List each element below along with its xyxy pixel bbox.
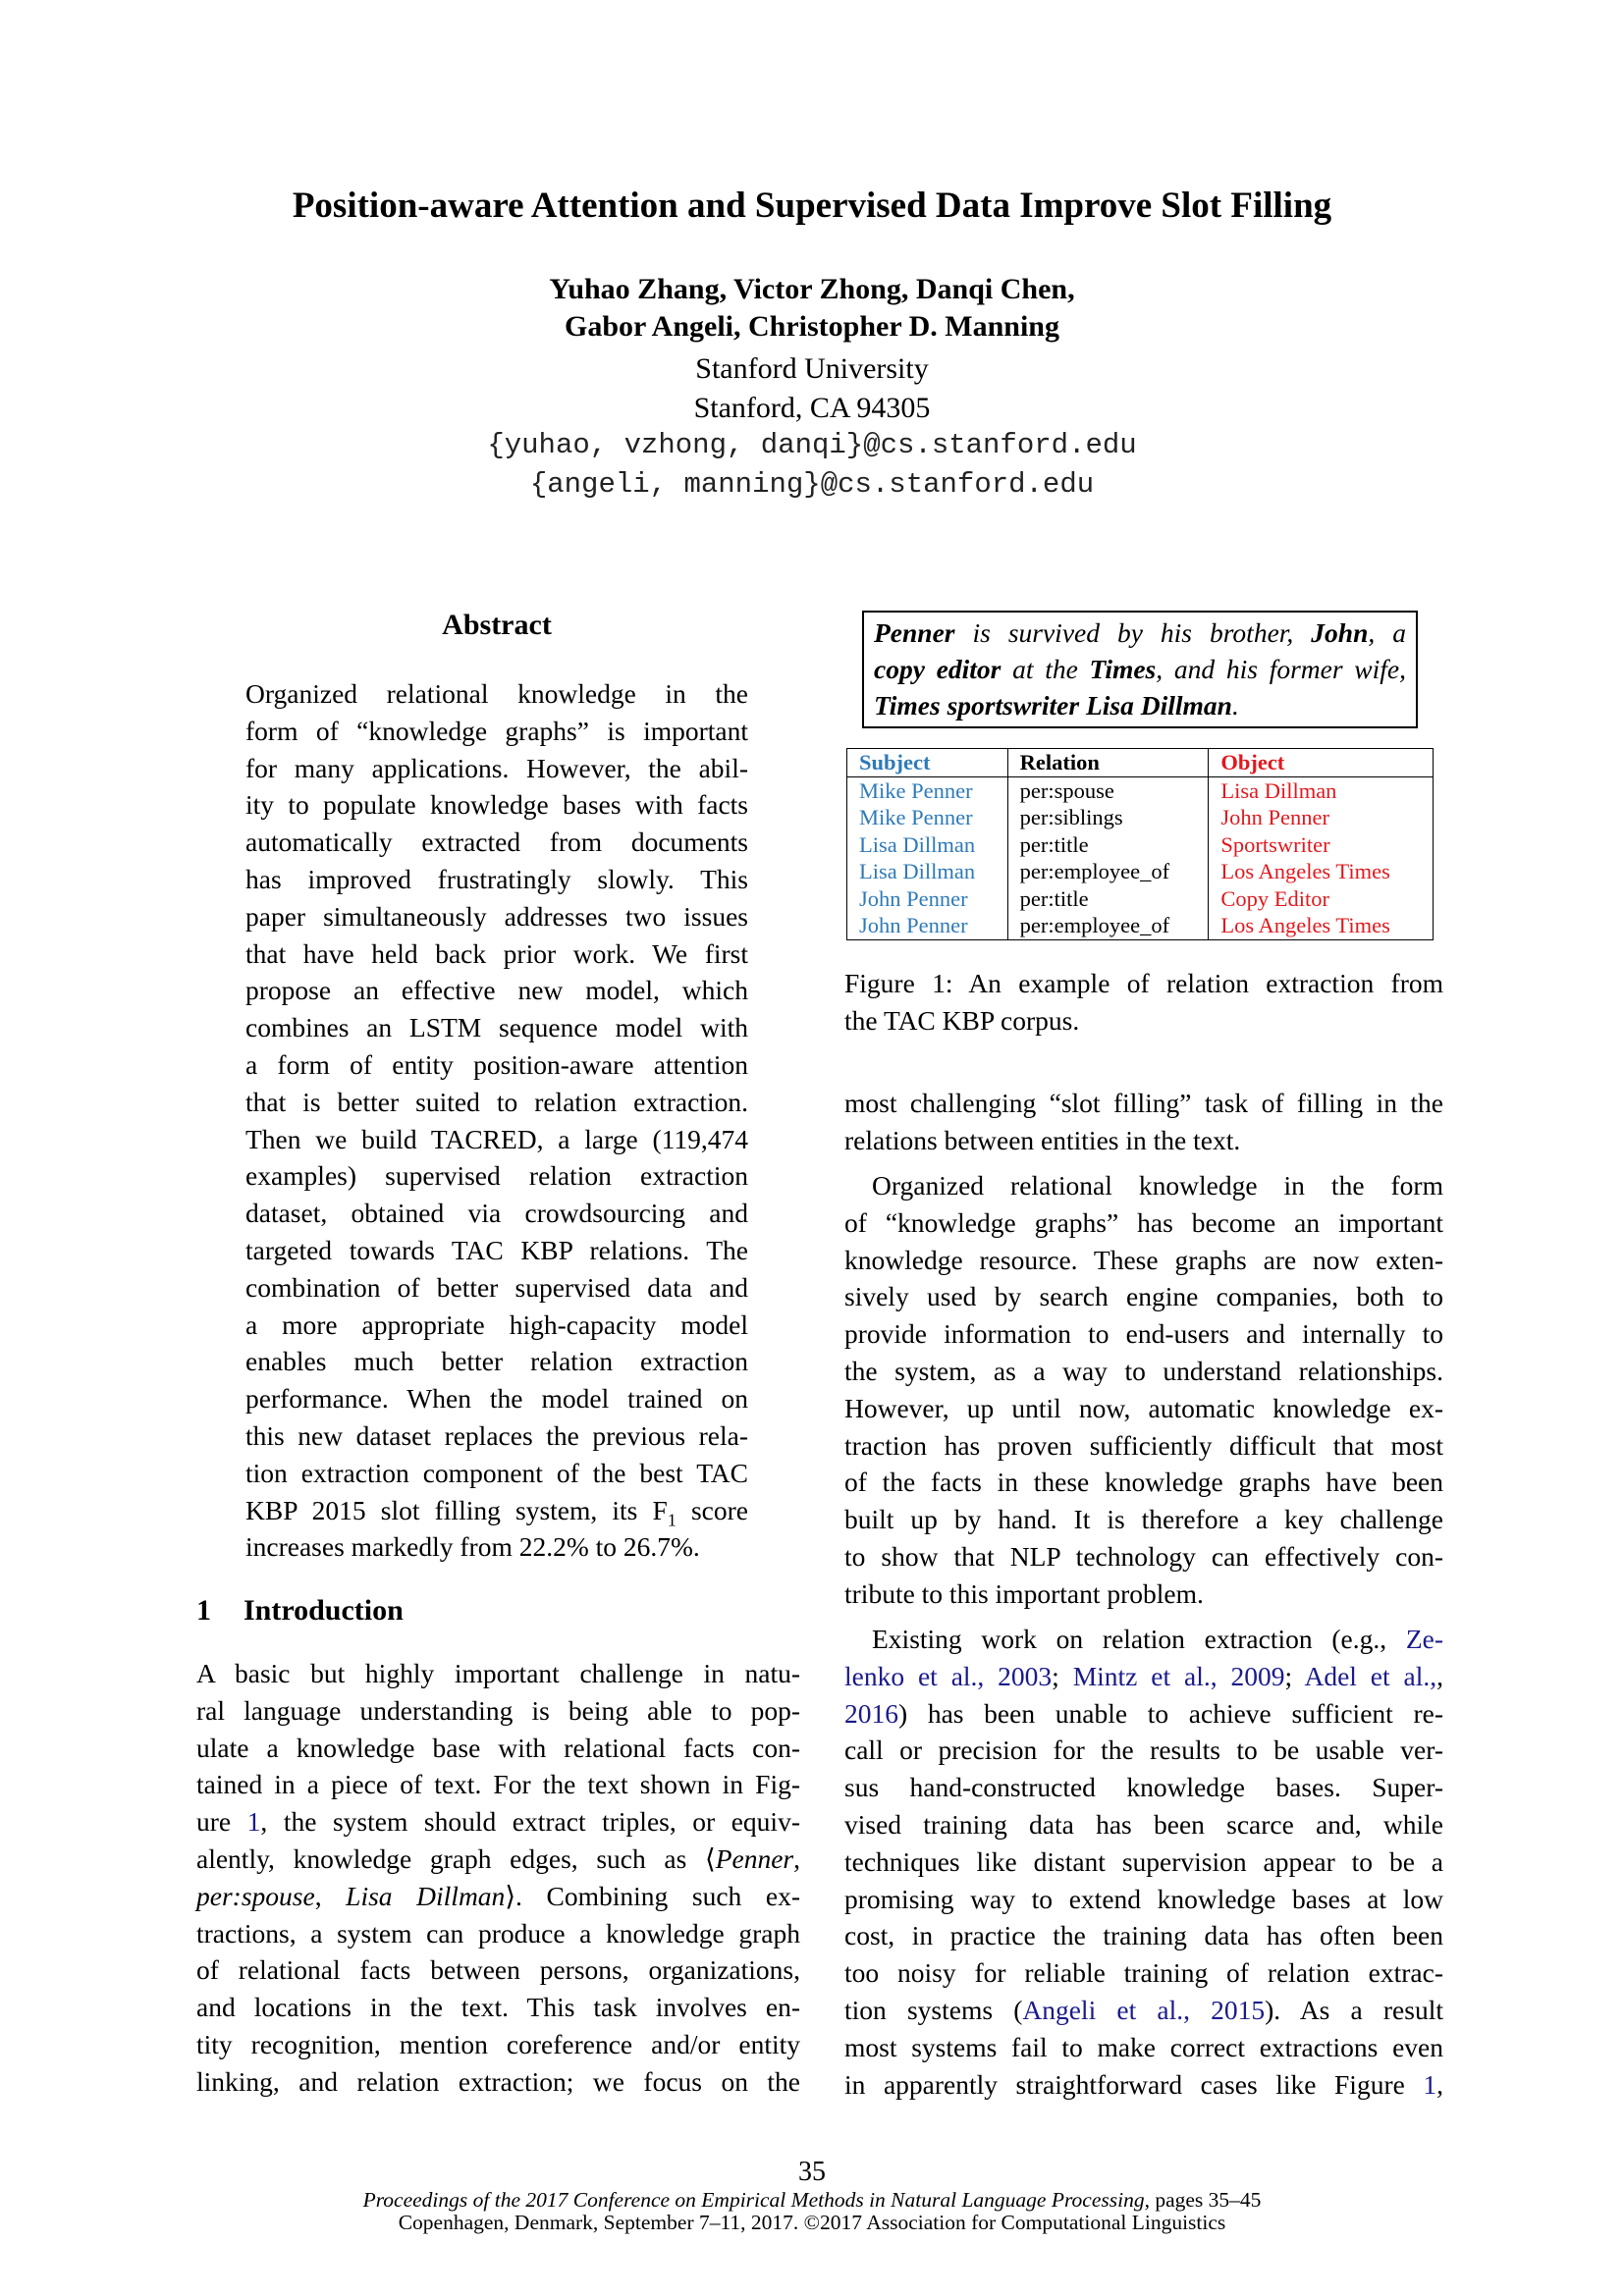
subject-cell: John Penner [847,885,1008,913]
text-line: However, up until now, automatic knowledge ex- [844,1392,1443,1423]
relation-cell: per:title [1007,885,1209,913]
object-cell: Los Angeles Times [1209,858,1434,885]
text-line: linking, and relation extraction; we focus on the [196,2065,800,2097]
text-line: tribute to this important problem. [844,1577,1204,1609]
text-line: to show that NLP technology can effectively con- [844,1540,1443,1572]
footer-line [0,2189,1624,2212]
text-line: the TAC KBP corpus. [844,1004,1080,1036]
text-line [844,1695,1443,1733]
text-fragment: score [676,1494,748,1525]
entity-penner: Penner [874,617,955,648]
email-line: {angeli, manning}@cs.stanford.edu [529,468,1095,501]
text-line: combination of better supervised data and [245,1271,748,1303]
text-fragment: , [1436,2068,1443,2100]
text-line: ral language understanding is being able to pop- [196,1694,800,1726]
text-line: promising way to extend knowledge bases at low [844,1883,1443,1914]
subject-cell: Lisa Dillman [847,858,1008,885]
text-line: relations between entities in the text. [844,1124,1241,1155]
text-line: A basic but highly important challenge in natu- [196,1658,800,1688]
relation-table [846,748,1434,940]
table-header-row [847,749,1434,777]
text-line: examples) supervised relation extraction [245,1160,748,1192]
object-cell: Lisa Dillman [1209,776,1434,804]
email-line: {yuhao, vzhong, danqi}@cs.stanford.edu [487,429,1137,461]
text-line: that is better suited to relation extraction. [245,1086,748,1117]
text-line: for many applications. However, the abil- [245,752,748,783]
text-line [874,687,1406,723]
affiliation-line: Stanford, CA 94305 [693,392,931,424]
text-line: ity to populate knowledge bases with facts [245,789,748,821]
text-fragment: ; [1284,1660,1305,1691]
text-fragment: ) has been unable to achieve sufficient re- [898,1697,1443,1729]
text-line: combines an LSTM sequence model with [245,1012,748,1043]
affiliation-line: Stanford University [695,352,929,385]
pages-range: , pages 35–45 [1144,2188,1262,2212]
subject-cell: John Penner [847,912,1008,939]
text-line: tractions, a system can produce a knowledge graph [196,1917,800,1949]
text-line: enables much better relation extraction [245,1346,748,1377]
text-line: knowledge resource. These graphs are now exten- [844,1244,1443,1275]
right-paragraph-3 [844,1621,1443,2103]
section-number: 1 [196,1594,211,1627]
text-fragment: ⟩. Combining such ex- [505,1880,801,1911]
entity-lisa-dillman: Times sportswriter Lisa Dillman [874,690,1232,721]
text-line: of the facts in these knowledge graphs have been [844,1467,1443,1498]
section-heading-introduction [196,1594,404,1628]
text-line: the system, as a way to understand relationships. [844,1355,1443,1386]
subject-cell: Mike Penner [847,804,1008,831]
table-row [847,912,1434,939]
text-fragment: tion systems ( [844,1994,1023,2025]
text-line [844,1621,1443,1658]
figure-1-example-sentence [862,611,1418,728]
text-line: of relational facts between persons, organizations, [196,1954,800,1986]
table-row [847,804,1434,831]
text-fragment: , the system should extract triples, or equiv- [260,1806,800,1838]
page-number: 35 [798,2157,826,2187]
relation-cell: per:title [1007,831,1209,859]
entity-john: John [1311,617,1369,648]
relation-cell: per:employee_of [1007,858,1209,885]
citation-zelenko-link[interactable]: Ze- [1405,1624,1443,1654]
text-line: most challenging “slot filling” task of filling in the [844,1088,1443,1118]
text-line: propose an effective new model, which [245,975,748,1006]
text-line [844,1992,1443,2029]
proceedings-footer [0,2189,1624,2234]
author-emails [0,426,1624,505]
abstract-heading: Abstract [442,609,552,641]
subject-cell: Lisa Dillman [847,831,1008,859]
paper-title: Position-aware Attention and Supervised Data Improve Slot Filling [292,186,1332,226]
text-line: Figure 1: An example of relation extraction from [844,968,1443,998]
text-line: Organized relational knowledge in the form [872,1170,1443,1201]
table-row [847,831,1434,859]
citation-zelenko-link[interactable]: lenko et al., 2003 [844,1660,1053,1691]
object-cell: Sportswriter [1209,831,1434,859]
text-line: techniques like distant supervision appear to be a [844,1845,1443,1877]
column-header-object: Object [1209,749,1434,777]
introduction-body [196,1655,800,2101]
figure-1-caption [844,965,1443,1040]
entity-copy-editor: copy editor [874,654,1001,684]
text-fragment: ). As a result [1265,1994,1443,2025]
text-fragment: . [1231,690,1239,721]
text-line: this new dataset replaces the previous rela- [245,1419,748,1451]
text-line: and locations in the text. This task involves en- [196,1992,800,2023]
proceedings-title: Proceedings of the 2017 Conference on Empirical Methods in Natural Language Processing [362,2188,1145,2212]
text-line: Organized relational knowledge in the [245,678,748,709]
text-line: cost, in practice the training data has often been [844,1920,1443,1951]
relation-cell: per:employee_of [1007,912,1209,939]
triple-subject: Penner [715,1842,794,1874]
text-line: a form of entity position-aware attention [245,1048,748,1080]
text-line: dataset, obtained via crowdsourcing and [245,1198,748,1229]
text-line: sively used by search engine companies, both to [844,1281,1443,1312]
text-line: targeted towards TAC KBP relations. The [245,1234,748,1265]
text-line: sus hand-constructed knowledge bases. Super- [844,1772,1443,1803]
text-fragment: at the [1001,654,1090,684]
figure-1-link[interactable]: 1 [1423,2068,1437,2100]
object-cell: Los Angeles Times [1209,912,1434,939]
text-line: paper simultaneously addresses two issues [245,900,748,932]
figure-1-link[interactable]: 1 [246,1806,261,1838]
text-line [245,1492,748,1529]
text-line: automatically extracted from documents [245,827,748,858]
text-fragment: is survived by his brother, [954,617,1312,648]
text-fragment: ; [1052,1660,1073,1691]
text-fragment: in apparently straightforward cases like Figure [844,2068,1424,2100]
relation-cell: per:siblings [1007,804,1209,831]
text-line: call or precision for the results to be usable ver- [844,1735,1443,1766]
author-line: Gabor Angeli, Christopher D. Manning [565,310,1059,343]
text-line: form of “knowledge graphs” is important [245,715,748,746]
footer-line: Copenhagen, Denmark, September 7–11, 2017. ©2017 Association for Computational Linguistics [398,2211,1226,2234]
text-line: per:spouse, Lisa Dillman⟩. Combining such ex- [196,1880,801,1911]
text-fragment: Existing work on relation extraction (e.g., [872,1624,1406,1654]
subject-cell: Mike Penner [847,776,1008,804]
text-line: alently, knowledge graph edges, such as ⟨Penner, [196,1842,800,1874]
author-list [0,271,1624,346]
text-line: increases markedly from 22.2% to 26.7%. [245,1531,700,1563]
object-cell: Copy Editor [1209,885,1434,913]
text-fragment: ure [196,1806,247,1838]
right-paragraph-1 [844,1085,1443,1159]
text-line: of “knowledge graphs” has become an important [844,1206,1443,1238]
triple-relation: per:spouse [196,1880,315,1911]
object-cell: John Penner [1209,804,1434,831]
text-line: performance. When the model trained on [245,1383,748,1415]
text-line: most systems fail to make correct extractions even [844,2031,1443,2062]
text-line: ulate a knowledge base with relational facts con- [196,1732,800,1763]
text-line [844,2066,1443,2104]
text-fragment: KBP 2015 slot filling system, its F [245,1494,668,1525]
text-line: vised training data has been scarce and, while [844,1808,1443,1840]
text-line [874,651,1406,687]
section-title: Introduction [244,1594,404,1627]
text-line: tity recognition, mention coreference and/or entity [196,2028,800,2059]
text-line: lenko et al., 2003; Mintz et al., 2009; Adel et al.,, [844,1660,1443,1691]
text-line: has improved frustratingly slowly. This [245,863,748,894]
relation-cell: per:spouse [1007,776,1209,804]
column-header-relation: Relation [1007,749,1209,777]
text-line: traction has proven sufficiently difficult that most [844,1429,1443,1461]
column-header-subject: Subject [847,749,1008,777]
text-line: provide information to end-users and internally to [844,1318,1443,1350]
abstract-body [245,675,748,1566]
text-line: too noisy for reliable training of relation extrac- [844,1957,1443,1989]
text-fragment: , and his former wife, [1156,654,1406,684]
affiliation [0,349,1624,428]
citation-adel-link[interactable]: Adel et al., [1304,1660,1437,1691]
citation-adel-link[interactable]: 2016 [844,1697,898,1729]
table-row [847,858,1434,885]
text-line [196,1803,800,1841]
table-row [847,885,1434,913]
text-line: that have held back prior work. We first [245,937,748,969]
citation-mintz-link[interactable]: Mintz et al., 2009 [1072,1660,1285,1691]
entity-times: Times [1089,654,1157,684]
text-line: tion extraction component of the best TAC [245,1457,748,1488]
text-fragment: alently, knowledge graph edges, such as ⟨ [196,1842,716,1874]
triple-object: Lisa Dillman [346,1880,506,1911]
author-line: Yuhao Zhang, Victor Zhong, Danqi Chen, [549,273,1075,305]
text-fragment: , a [1368,617,1407,648]
text-line: tained in a piece of text. For the text shown in Fig- [196,1769,800,1800]
text-line: Then we build TACRED, a large (119,474 [245,1123,748,1154]
citation-angeli-link[interactable]: Angeli et al., 2015 [1022,1994,1266,2025]
text-line [874,614,1406,651]
text-line: built up by hand. It is therefore a key challenge [844,1504,1443,1535]
table-row [847,776,1434,804]
right-paragraph-2 [844,1167,1443,1613]
f1-subscript: 1 [667,1510,677,1530]
text-line: a more appropriate high-capacity model [245,1308,748,1340]
